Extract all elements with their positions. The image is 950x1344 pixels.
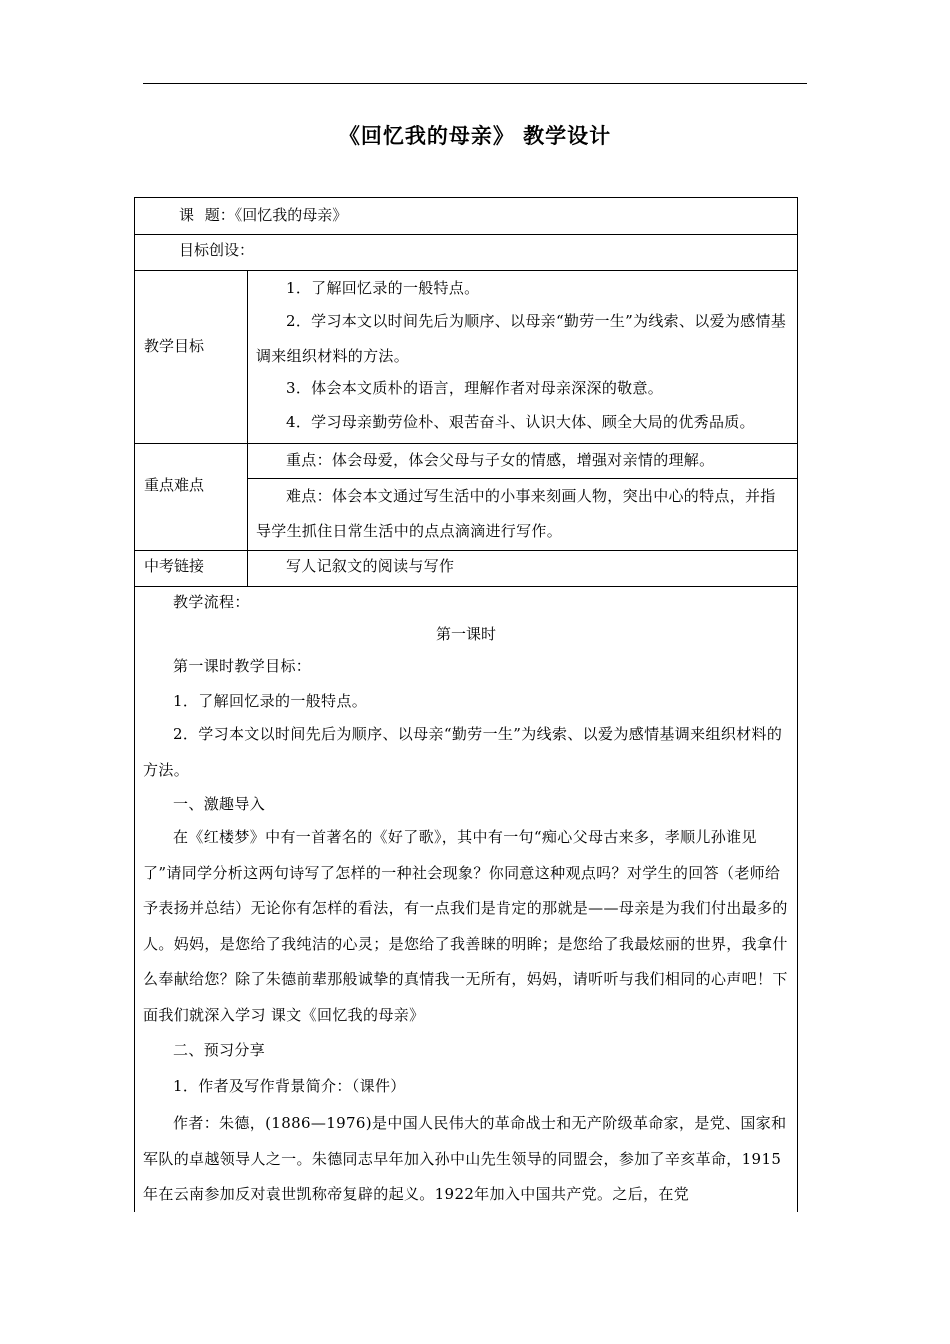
document-title: 《回忆我的母亲》 教学设计 [338,124,612,148]
difficulty-point: 难点：体会本文通过写生活中的小事来刻画人物，突出中心的特点，并指导学生抓住日常生活中的点点滴滴进行写作。 [256,487,776,540]
lesson-goal: 2．学习本文以时间先后为顺序、以母亲“勤劳一生”为线索、以爱为感情基调来组织材料的方法。 [143,725,783,779]
objectives-label: 教学目标 [144,337,205,355]
lesson-goal: 1．了解回忆录的一般特点。 [173,692,368,710]
objective-item: 2．学习本文以时间先后为顺序、以母亲“勤劳一生”为线索、以爱为感情基调来组织材料的方法。 [256,312,787,365]
process-heading: 教学流程： [173,593,250,611]
author-paragraph: 作者：朱德，(1886—1976)是中国人民伟大的革命战士和无产阶级革命家，是党、国家和军队的卓越领导人之一。朱德同志早年加入孙中山先生领导的同盟会，参加了辛亥革命，1915年在云南参加反对袁世凯称帝复辟的起义。1922年加入中国共产党。之后，在党 [143,1114,787,1203]
header-rule [143,83,807,84]
row-divider [135,550,797,551]
row-divider [135,234,797,235]
exam-link-value: 写人记叙文的阅读与写作 [286,557,455,575]
objective-item: 3．体会本文质朴的语言，理解作者对母亲深深的敬意。 [286,379,664,397]
intro-paragraph: 在《红楼梦》中有一首著名的《好了歌》，其中有一句“痴心父母古来多，孝顺儿孙谁见了”请同学分析这两句诗写了怎样的一种社会现象？你同意这种观点吗？对学生的回答（老师给予表扬并总结）无论你有怎样的看法，有一点我们是肯定的那就是——母亲是为我们付出最多的人。妈妈，是您给了我纯洁的心灵；是您给了我善睐的明眸；是您给了我最炫丽的世界，我拿什么奉献给您？除了朱德前辈那般诚挚的真情我一无所有，妈妈，请听听与我们相同的心声吧！下面我们就深入学习 课文《回忆我的母亲》 [143,828,788,1024]
lesson-title: 第一课时 [435,625,496,643]
subsection-heading: 1．作者及写作背景简介：（课件） [173,1077,406,1095]
row-divider [135,443,797,444]
section-heading: 一、激趣导入 [173,795,266,813]
goal-setting-row: 目标创设： [179,241,255,259]
topic-row: 课 题：《回忆我的母亲》 [179,206,348,224]
column-divider [247,270,248,586]
focus-point: 重点：体会母爱，体会父母与子女的情感，增强对亲情的理解。 [286,451,715,469]
section-heading: 二、预习分享 [173,1041,266,1059]
key-points-label: 重点难点 [144,476,205,494]
exam-link-label: 中考链接 [144,557,205,575]
row-divider [135,270,797,271]
lesson-goal-heading: 第一课时教学目标： [173,657,312,675]
lesson-plan-table [134,197,798,1212]
objective-item: 1．了解回忆录的一般特点。 [286,279,480,297]
objective-item: 4．学习母亲勤劳俭朴、艰苦奋斗、认识大体、顾全大局的优秀品质。 [286,413,755,431]
